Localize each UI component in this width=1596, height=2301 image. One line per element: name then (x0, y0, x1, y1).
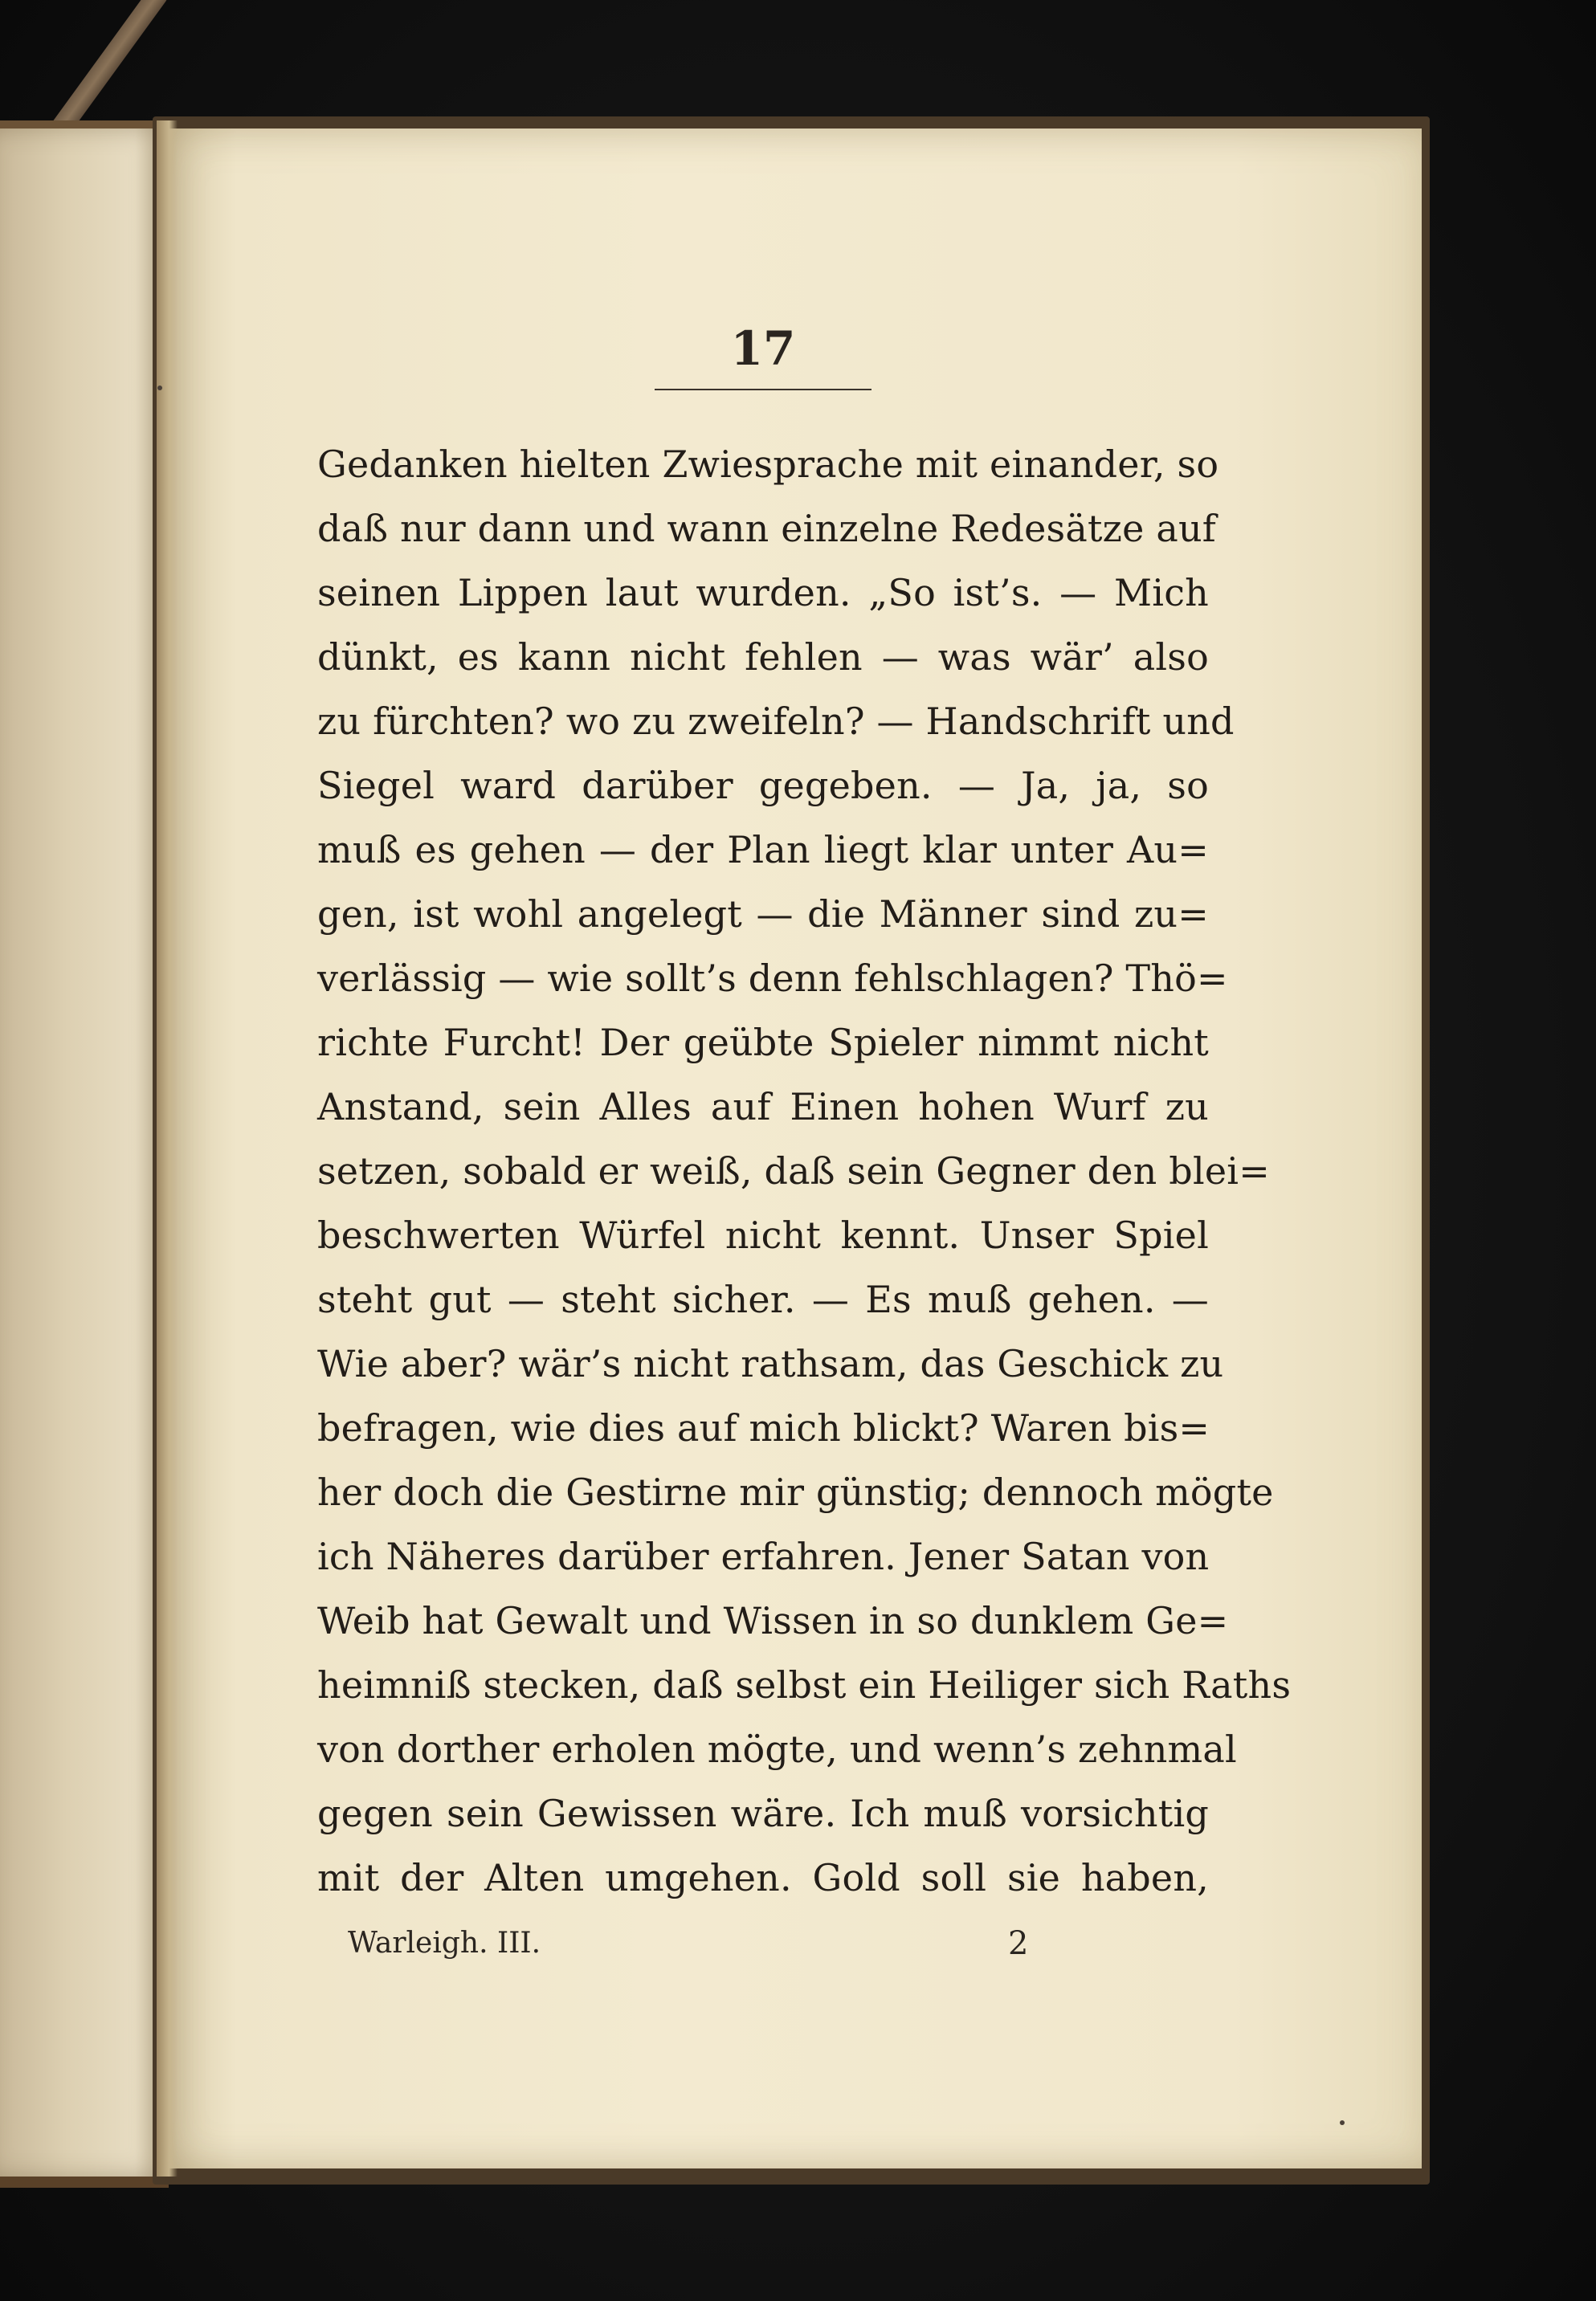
text-line: verlässig — wie sollt’s denn fehlschlagen? Thö= (317, 957, 1228, 1000)
text-line: Weib hat Gewalt und Wissen in so dunklem Ge= (317, 1599, 1229, 1642)
text-line: mit der Alten umgehen. Gold soll sie haben, (317, 1856, 1209, 1899)
ink-speck (157, 386, 162, 390)
book-spine (157, 120, 178, 2177)
text-line: seinen Lippen laut wurden. „So ist’s. — Mich (317, 571, 1209, 614)
text-line: gen, ist wohl angelegt — die Männer sind zu= (317, 892, 1209, 936)
text-line: befragen, wie dies auf mich blickt? Waren bis= (317, 1406, 1210, 1450)
text-line: muß es gehen — der Plan liegt klar unter Au= (317, 828, 1209, 871)
text-line: dünkt, es kann nicht fehlen — was wär’ also (317, 635, 1209, 679)
text-line: beschwerten Würfel nicht kennt. Unser Spiel (317, 1214, 1209, 1257)
text-line: heimniß stecken, daß selbst ein Heiliger sich Raths (317, 1663, 1292, 1707)
text-line: richte Furcht! Der geübte Spieler nimmt nicht (317, 1021, 1209, 1064)
text-line: daß nur dann und wann einzelne Redesätze auf (317, 507, 1217, 550)
text-line: ich Näheres darüber erfahren. Jener Satan von (317, 1535, 1210, 1578)
sheet-number: 2 (1008, 1925, 1029, 1962)
text-line: gegen sein Gewissen wäre. Ich muß vorsichtig (317, 1792, 1209, 1835)
page-footer (317, 1920, 1209, 1968)
ink-speck (1340, 2120, 1345, 2125)
text-line: zu fürchten? wo zu zweifeln? — Handschrift und (317, 700, 1235, 743)
header-rule (655, 389, 871, 390)
text-line: setzen, sobald er weiß, daß sein Gegner den blei= (317, 1149, 1270, 1193)
page-text (317, 432, 1292, 1910)
text-line: von dorther erholen mögte, und wenn’s zehnmal (317, 1728, 1237, 1771)
text-line: Wie aber? wär’s nicht rathsam, das Geschick zu (317, 1342, 1224, 1385)
page-number: 17 (730, 321, 796, 376)
previous-page-edge (0, 120, 169, 2188)
text-line: Anstand, sein Alles auf Einen hohen Wurf zu (317, 1085, 1209, 1128)
text-line: steht gut — steht sicher. — Es muß gehen. — (317, 1278, 1209, 1321)
text-line: Siegel ward darüber gegeben. — Ja, ja, so (317, 764, 1209, 807)
text-line: Gedanken hielten Zwiesprache mit einander, so (317, 443, 1219, 486)
signature-mark: Warleigh. III. (348, 1927, 541, 1960)
text-line: her doch die Gestirne mir günstig; dennoch mögte (317, 1471, 1274, 1514)
